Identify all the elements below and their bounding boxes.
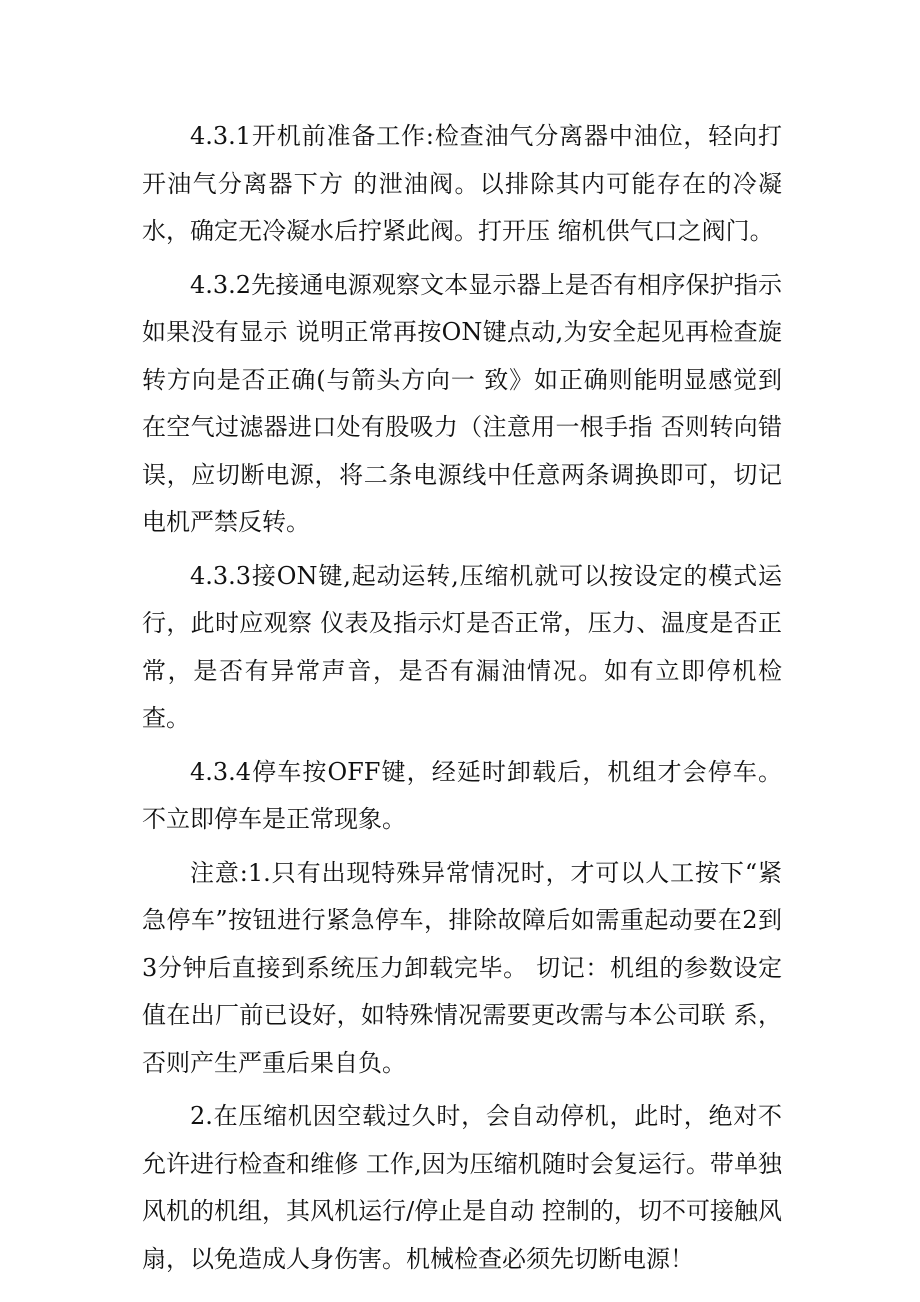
document-body [142,113,782,1289]
paragraph-4-3-1: 4.3.1开机前准备工作:检查油气分离器中油位，轻向打开油气分离器下方 的泄油阀。以排除其内可能存在的冷凝水，确定无冷凝水后拧紧此阀。打开压 缩机供气口之阀门。 [142,122,782,245]
paragraph-4-3-4: 4.3.4停车按OFF键，经延时卸载后，机组才会停车。不立即停车是正常现象。 [142,757,782,833]
paragraph-4-3-2: 4.3.2先接通电源观察文本显示器上是否有相序保护指示如果没有显示 说明正常再按ON键点动,为安全起见再检查旋转方向是否正确(与箭头方向一 致》如正确则能明显感觉到在空气过滤器进口处有股吸力（注意用一根手指 否则转向错误，应切断电源，将二条电源线中任意两条调换即可，切记电机严禁反转。 [142,270,782,536]
paragraph-note-1: 注意:1.只有出现特殊异常情况时，才可以人工按下“紧急停车”按钮进行紧急停车，排除故障后如需重起动要在2到3分钟后直接到系统压力卸载完毕。 切记：机组的参数设定值在出厂前已设好，如特殊情况需要更改需与本公司联 系，否则产生严重后果自负。 [142,858,782,1077]
paragraph-note-2: 2.在压缩机因空载过久时，会自动停机，此时，绝对不允许进行检查和维修 工作,因为压缩机随时会复运行。带单独风机的机组，其风机运行/停止是自动 控制的，切不可接触风扇，以免造成人身伤害。机械检查必须先切断电源！ [142,1102,782,1273]
paragraph-4-3-3: 4.3.3接ON键,起动运转,压缩机就可以按设定的模式运行，此时应观察 仪表及指示灯是否正常，压力、温度是否正常，是否有异常声音，是否有漏油情况。如有立即停机检查。 [142,561,782,732]
